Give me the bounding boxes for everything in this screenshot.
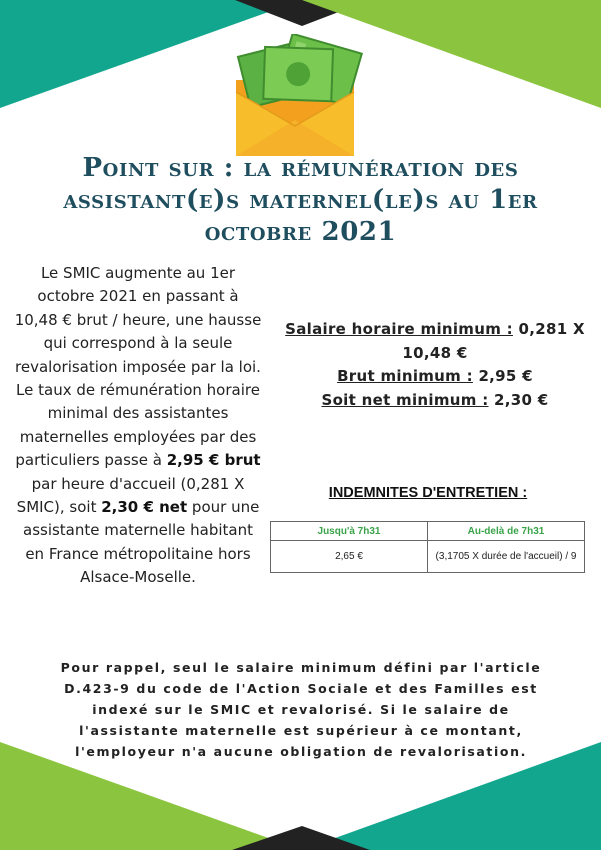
net-highlight: 2,30 € net [101, 498, 188, 517]
table-row [271, 541, 585, 573]
salary-brut-line [280, 365, 590, 389]
smic-explanation [14, 262, 262, 590]
salary-brut-value: 2,95 € [472, 367, 533, 385]
brut-highlight: 2,95 € brut [166, 451, 261, 470]
salary-hourly-label: Salaire horaire minimum : [285, 320, 513, 338]
salary-hourly-value: 0,281 X 10,48 € [402, 320, 585, 362]
indemnites-table [270, 521, 585, 573]
reminder-paragraph: Pour rappel, seul le salaire minimum défini par l'article D.423-9 du code de l'Action Sociale et des Familles est indexé sur le SMIC et revalorisé. Si le salaire de l'assistante maternelle est supérieur à ce montant, l'employeur n'a aucune obligation de revalorisation. [60, 660, 542, 759]
salary-summary [280, 318, 590, 412]
salary-brut-label: Brut minimum : [337, 367, 473, 385]
table-header-row [271, 522, 585, 541]
smic-text-part1: Le SMIC augmente au 1er octobre 2021 en passant à 10,48 € brut / heure, une hausse qui correspond à la seule revalorisation imposée par la loi. Le taux de rémunération horaire minimal des assistantes maternelles employées par des particuliers passe à [14, 264, 262, 470]
value-until-7h31: 2,65 € [271, 541, 428, 573]
money-envelope-icon [226, 34, 374, 158]
header-beyond-7h31: Au-delà de 7h31 [428, 522, 585, 541]
salary-net-line [280, 389, 590, 413]
salary-net-value: 2,30 € [488, 390, 549, 409]
salary-net-label: Soit net minimum : [321, 390, 489, 409]
smic-text-part3: pour une assistante maternelle habitant en France métropolitaine hors Alsace-Moselle. [23, 498, 260, 587]
value-beyond-7h31: (3,1705 X durée de l'accueil) / 9 [428, 541, 585, 573]
smic-text-part2: par heure d'accueil (0,281 X SMIC), soit [16, 474, 245, 517]
indemnites-title: INDEMNITES D'ENTRETIEN : [328, 485, 528, 501]
page-title: Point sur : la rémunération des assistant(e)s maternel(le)s au 1er octobre 2021 [63, 153, 538, 247]
header-until-7h31: Jusqu'à 7h31 [271, 522, 428, 541]
salary-hourly-line [280, 318, 590, 365]
